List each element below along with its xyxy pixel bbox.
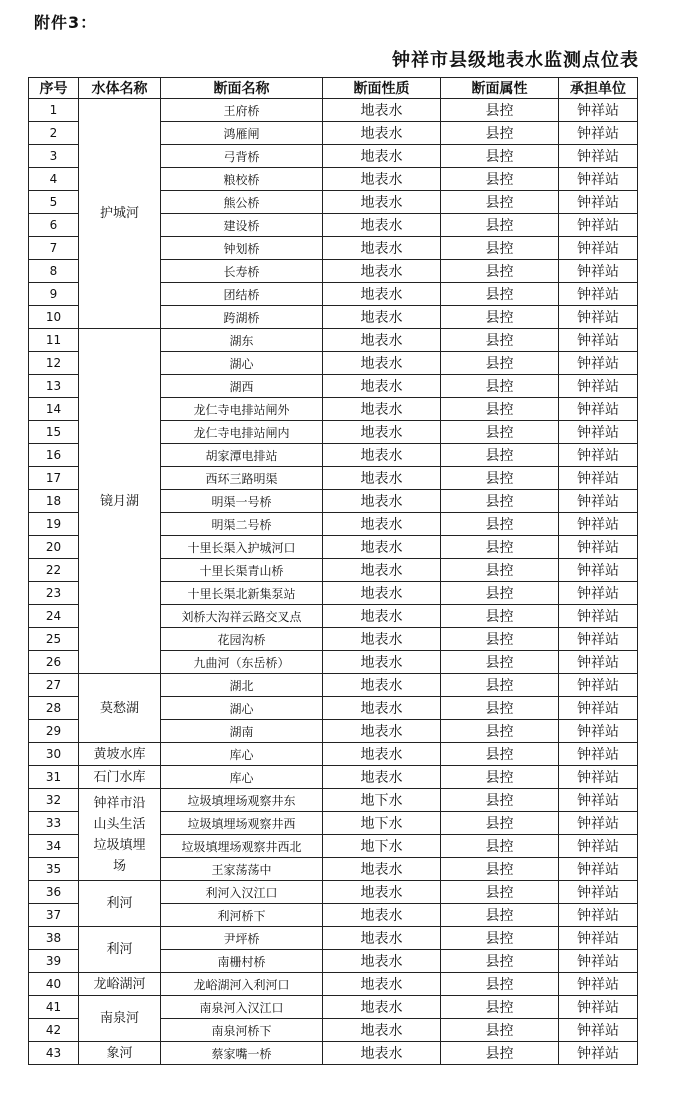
cell-section-attribute: 县控 — [441, 99, 559, 122]
cell-responsible-unit: 钟祥站 — [559, 651, 638, 674]
cell-section-name: 十里长渠入护城河口 — [161, 536, 323, 559]
cell-section-nature: 地表水 — [323, 927, 441, 950]
cell-index: 20 — [29, 536, 79, 559]
cell-index: 29 — [29, 720, 79, 743]
cell-section-attribute: 县控 — [441, 697, 559, 720]
cell-section-attribute: 县控 — [441, 490, 559, 513]
cell-section-nature: 地表水 — [323, 605, 441, 628]
cell-section-attribute: 县控 — [441, 605, 559, 628]
cell-section-name: 垃圾填埋场观察井东 — [161, 789, 323, 812]
cell-section-name: 南栅村桥 — [161, 950, 323, 973]
table-row — [29, 789, 638, 812]
header-section-attribute: 断面属性 — [441, 78, 559, 99]
cell-responsible-unit: 钟祥站 — [559, 743, 638, 766]
cell-responsible-unit: 钟祥站 — [559, 605, 638, 628]
cell-responsible-unit: 钟祥站 — [559, 835, 638, 858]
table-row — [29, 973, 638, 996]
cell-responsible-unit: 钟祥站 — [559, 720, 638, 743]
cell-section-nature: 地表水 — [323, 283, 441, 306]
cell-section-nature: 地下水 — [323, 789, 441, 812]
cell-responsible-unit: 钟祥站 — [559, 973, 638, 996]
cell-section-nature: 地表水 — [323, 122, 441, 145]
cell-index: 32 — [29, 789, 79, 812]
cell-section-name: 花园沟桥 — [161, 628, 323, 651]
cell-water-body: 石门水库 — [79, 766, 161, 789]
cell-responsible-unit: 钟祥站 — [559, 927, 638, 950]
cell-section-name: 库心 — [161, 743, 323, 766]
cell-section-name: 龙仁寺电排站闸外 — [161, 398, 323, 421]
cell-section-nature: 地表水 — [323, 490, 441, 513]
table-row — [29, 674, 638, 697]
cell-section-name: 垃圾填埋场观察井西北 — [161, 835, 323, 858]
cell-section-nature: 地表水 — [323, 191, 441, 214]
cell-section-attribute: 县控 — [441, 881, 559, 904]
cell-section-attribute: 县控 — [441, 467, 559, 490]
cell-section-nature: 地表水 — [323, 674, 441, 697]
cell-section-nature: 地表水 — [323, 1019, 441, 1042]
cell-section-name: 湖南 — [161, 720, 323, 743]
cell-section-nature: 地下水 — [323, 812, 441, 835]
cell-responsible-unit: 钟祥站 — [559, 352, 638, 375]
cell-section-attribute: 县控 — [441, 214, 559, 237]
page-title: 钟祥市县级地表水监测点位表 — [392, 50, 639, 71]
cell-section-name: 明渠一号桥 — [161, 490, 323, 513]
cell-responsible-unit: 钟祥站 — [559, 283, 638, 306]
cell-index: 18 — [29, 490, 79, 513]
cell-responsible-unit: 钟祥站 — [559, 628, 638, 651]
cell-section-nature: 地表水 — [323, 697, 441, 720]
cell-section-attribute: 县控 — [441, 950, 559, 973]
cell-section-nature: 地表水 — [323, 467, 441, 490]
cell-index: 14 — [29, 398, 79, 421]
cell-section-nature: 地表水 — [323, 766, 441, 789]
cell-index: 10 — [29, 306, 79, 329]
cell-section-nature: 地表水 — [323, 168, 441, 191]
cell-section-nature: 地表水 — [323, 99, 441, 122]
cell-responsible-unit: 钟祥站 — [559, 490, 638, 513]
header-section-name: 断面名称 — [161, 78, 323, 99]
cell-section-nature: 地表水 — [323, 881, 441, 904]
cell-section-nature: 地表水 — [323, 444, 441, 467]
cell-section-name: 长寿桥 — [161, 260, 323, 283]
cell-responsible-unit: 钟祥站 — [559, 168, 638, 191]
attachment-label: 附件3： — [34, 13, 98, 32]
monitoring-points-table — [28, 77, 638, 1065]
cell-index: 31 — [29, 766, 79, 789]
cell-index: 22 — [29, 559, 79, 582]
cell-responsible-unit: 钟祥站 — [559, 697, 638, 720]
cell-section-nature: 地表水 — [323, 973, 441, 996]
cell-index: 43 — [29, 1042, 79, 1065]
cell-section-attribute: 县控 — [441, 720, 559, 743]
table-row — [29, 743, 638, 766]
cell-section-attribute: 县控 — [441, 513, 559, 536]
cell-index: 37 — [29, 904, 79, 927]
cell-section-name: 胡家潭电排站 — [161, 444, 323, 467]
cell-water-body: 利河 — [79, 927, 161, 973]
cell-section-nature: 地表水 — [323, 329, 441, 352]
cell-section-name: 利河桥下 — [161, 904, 323, 927]
cell-responsible-unit: 钟祥站 — [559, 214, 638, 237]
cell-index: 7 — [29, 237, 79, 260]
cell-section-nature: 地表水 — [323, 237, 441, 260]
cell-section-name: 王府桥 — [161, 99, 323, 122]
cell-section-nature: 地表水 — [323, 628, 441, 651]
cell-section-name: 建设桥 — [161, 214, 323, 237]
cell-index: 33 — [29, 812, 79, 835]
cell-section-name: 湖北 — [161, 674, 323, 697]
cell-section-name: 十里长渠青山桥 — [161, 559, 323, 582]
cell-responsible-unit: 钟祥站 — [559, 191, 638, 214]
cell-responsible-unit: 钟祥站 — [559, 260, 638, 283]
cell-water-body: 钟祥市沿山头生活垃圾填埋场 — [79, 789, 161, 881]
cell-section-attribute: 县控 — [441, 766, 559, 789]
cell-section-nature: 地表水 — [323, 720, 441, 743]
cell-index: 36 — [29, 881, 79, 904]
cell-section-attribute: 县控 — [441, 1019, 559, 1042]
cell-section-name: 九曲河（东岳桥） — [161, 651, 323, 674]
cell-section-name: 南泉河入汉江口 — [161, 996, 323, 1019]
cell-index: 16 — [29, 444, 79, 467]
cell-index: 4 — [29, 168, 79, 191]
cell-section-name: 库心 — [161, 766, 323, 789]
cell-section-nature: 地表水 — [323, 904, 441, 927]
cell-section-name: 湖心 — [161, 697, 323, 720]
cell-section-name: 湖西 — [161, 375, 323, 398]
cell-section-name: 弓背桥 — [161, 145, 323, 168]
cell-section-attribute: 县控 — [441, 352, 559, 375]
cell-section-nature: 地表水 — [323, 421, 441, 444]
cell-responsible-unit: 钟祥站 — [559, 789, 638, 812]
cell-responsible-unit: 钟祥站 — [559, 444, 638, 467]
cell-index: 42 — [29, 1019, 79, 1042]
cell-water-body: 护城河 — [79, 99, 161, 329]
cell-responsible-unit: 钟祥站 — [559, 674, 638, 697]
cell-responsible-unit: 钟祥站 — [559, 99, 638, 122]
cell-section-nature: 地表水 — [323, 214, 441, 237]
cell-section-nature: 地表水 — [323, 260, 441, 283]
cell-section-nature: 地表水 — [323, 145, 441, 168]
cell-responsible-unit: 钟祥站 — [559, 904, 638, 927]
cell-section-nature: 地表水 — [323, 398, 441, 421]
cell-section-name: 龙峪湖河入利河口 — [161, 973, 323, 996]
cell-responsible-unit: 钟祥站 — [559, 375, 638, 398]
cell-section-nature: 地表水 — [323, 559, 441, 582]
cell-responsible-unit: 钟祥站 — [559, 398, 638, 421]
cell-index: 41 — [29, 996, 79, 1019]
cell-index: 34 — [29, 835, 79, 858]
cell-section-attribute: 县控 — [441, 398, 559, 421]
cell-section-attribute: 县控 — [441, 444, 559, 467]
cell-section-attribute: 县控 — [441, 582, 559, 605]
cell-responsible-unit: 钟祥站 — [559, 1042, 638, 1065]
cell-section-nature: 地表水 — [323, 950, 441, 973]
cell-section-name: 团结桥 — [161, 283, 323, 306]
cell-water-body: 镜月湖 — [79, 329, 161, 674]
cell-index: 2 — [29, 122, 79, 145]
cell-index: 12 — [29, 352, 79, 375]
cell-index: 39 — [29, 950, 79, 973]
cell-responsible-unit: 钟祥站 — [559, 329, 638, 352]
cell-index: 27 — [29, 674, 79, 697]
cell-section-attribute: 县控 — [441, 283, 559, 306]
cell-section-nature: 地表水 — [323, 352, 441, 375]
cell-index: 28 — [29, 697, 79, 720]
cell-section-name: 熊公桥 — [161, 191, 323, 214]
cell-responsible-unit: 钟祥站 — [559, 559, 638, 582]
cell-section-name: 刘桥大沟祥云路交叉点 — [161, 605, 323, 628]
cell-section-name: 垃圾填埋场观察井西 — [161, 812, 323, 835]
cell-section-nature: 地表水 — [323, 582, 441, 605]
cell-responsible-unit: 钟祥站 — [559, 996, 638, 1019]
cell-index: 11 — [29, 329, 79, 352]
cell-water-body: 象河 — [79, 1042, 161, 1065]
cell-index: 6 — [29, 214, 79, 237]
cell-section-attribute: 县控 — [441, 191, 559, 214]
header-water-body: 水体名称 — [79, 78, 161, 99]
table-row — [29, 329, 638, 352]
cell-section-nature: 地表水 — [323, 536, 441, 559]
cell-responsible-unit: 钟祥站 — [559, 513, 638, 536]
cell-section-attribute: 县控 — [441, 145, 559, 168]
cell-index: 38 — [29, 927, 79, 950]
cell-responsible-unit: 钟祥站 — [559, 812, 638, 835]
cell-index: 35 — [29, 858, 79, 881]
cell-section-name: 鸿雁闸 — [161, 122, 323, 145]
cell-section-attribute: 县控 — [441, 628, 559, 651]
cell-index: 8 — [29, 260, 79, 283]
cell-section-nature: 地表水 — [323, 306, 441, 329]
table-row — [29, 996, 638, 1019]
cell-section-attribute: 县控 — [441, 260, 559, 283]
cell-section-name: 利河入汉江口 — [161, 881, 323, 904]
cell-index: 5 — [29, 191, 79, 214]
table-row — [29, 99, 638, 122]
cell-section-attribute: 县控 — [441, 122, 559, 145]
cell-index: 17 — [29, 467, 79, 490]
cell-section-name: 明渠二号桥 — [161, 513, 323, 536]
cell-responsible-unit: 钟祥站 — [559, 122, 638, 145]
cell-section-attribute: 县控 — [441, 1042, 559, 1065]
cell-section-attribute: 县控 — [441, 812, 559, 835]
cell-section-name: 湖心 — [161, 352, 323, 375]
cell-section-nature: 地表水 — [323, 858, 441, 881]
cell-water-body: 南泉河 — [79, 996, 161, 1042]
cell-section-nature: 地表水 — [323, 743, 441, 766]
cell-section-attribute: 县控 — [441, 674, 559, 697]
cell-section-attribute: 县控 — [441, 651, 559, 674]
cell-section-nature: 地表水 — [323, 651, 441, 674]
cell-section-name: 西环三路明渠 — [161, 467, 323, 490]
cell-section-name: 蔡家嘴一桥 — [161, 1042, 323, 1065]
table-row — [29, 881, 638, 904]
cell-index: 19 — [29, 513, 79, 536]
cell-responsible-unit: 钟祥站 — [559, 881, 638, 904]
cell-section-name: 王家荡荡中 — [161, 858, 323, 881]
cell-responsible-unit: 钟祥站 — [559, 858, 638, 881]
cell-section-attribute: 县控 — [441, 996, 559, 1019]
cell-section-attribute: 县控 — [441, 168, 559, 191]
cell-section-name: 南泉河桥下 — [161, 1019, 323, 1042]
cell-responsible-unit: 钟祥站 — [559, 766, 638, 789]
cell-water-body: 黄坡水库 — [79, 743, 161, 766]
table-row — [29, 766, 638, 789]
cell-water-body: 利河 — [79, 881, 161, 927]
cell-section-nature: 地表水 — [323, 1042, 441, 1065]
cell-responsible-unit: 钟祥站 — [559, 467, 638, 490]
cell-section-name: 十里长渠北新集泵站 — [161, 582, 323, 605]
cell-section-attribute: 县控 — [441, 835, 559, 858]
cell-section-name: 钟划桥 — [161, 237, 323, 260]
cell-section-attribute: 县控 — [441, 904, 559, 927]
header-index: 序号 — [29, 78, 79, 99]
cell-responsible-unit: 钟祥站 — [559, 582, 638, 605]
cell-water-body: 龙峪湖河 — [79, 973, 161, 996]
cell-section-nature: 地表水 — [323, 375, 441, 398]
cell-section-attribute: 县控 — [441, 375, 559, 398]
header-responsible-unit: 承担单位 — [559, 78, 638, 99]
cell-section-attribute: 县控 — [441, 559, 559, 582]
cell-section-attribute: 县控 — [441, 237, 559, 260]
cell-index: 26 — [29, 651, 79, 674]
cell-section-attribute: 县控 — [441, 306, 559, 329]
cell-responsible-unit: 钟祥站 — [559, 421, 638, 444]
cell-index: 1 — [29, 99, 79, 122]
cell-section-attribute: 县控 — [441, 421, 559, 444]
cell-index: 25 — [29, 628, 79, 651]
cell-responsible-unit: 钟祥站 — [559, 536, 638, 559]
header-section-nature: 断面性质 — [323, 78, 441, 99]
cell-section-nature: 地下水 — [323, 835, 441, 858]
cell-index: 23 — [29, 582, 79, 605]
cell-index: 15 — [29, 421, 79, 444]
cell-index: 30 — [29, 743, 79, 766]
cell-section-name: 湖东 — [161, 329, 323, 352]
cell-section-name: 跨湖桥 — [161, 306, 323, 329]
cell-responsible-unit: 钟祥站 — [559, 1019, 638, 1042]
cell-section-attribute: 县控 — [441, 743, 559, 766]
cell-water-body: 莫愁湖 — [79, 674, 161, 743]
cell-section-name: 龙仁寺电排站闸内 — [161, 421, 323, 444]
cell-section-attribute: 县控 — [441, 927, 559, 950]
cell-responsible-unit: 钟祥站 — [559, 237, 638, 260]
cell-index: 24 — [29, 605, 79, 628]
cell-section-name: 粮校桥 — [161, 168, 323, 191]
cell-responsible-unit: 钟祥站 — [559, 950, 638, 973]
cell-section-attribute: 县控 — [441, 789, 559, 812]
cell-section-attribute: 县控 — [441, 329, 559, 352]
cell-section-attribute: 县控 — [441, 973, 559, 996]
cell-index: 40 — [29, 973, 79, 996]
cell-section-attribute: 县控 — [441, 536, 559, 559]
table-header-row — [29, 78, 638, 99]
cell-responsible-unit: 钟祥站 — [559, 145, 638, 168]
table-row — [29, 1042, 638, 1065]
cell-section-attribute: 县控 — [441, 858, 559, 881]
cell-section-nature: 地表水 — [323, 996, 441, 1019]
cell-index: 3 — [29, 145, 79, 168]
cell-index: 9 — [29, 283, 79, 306]
table-body — [29, 99, 638, 1065]
cell-section-name: 尹坪桥 — [161, 927, 323, 950]
cell-index: 13 — [29, 375, 79, 398]
cell-section-nature: 地表水 — [323, 513, 441, 536]
cell-responsible-unit: 钟祥站 — [559, 306, 638, 329]
table-row — [29, 927, 638, 950]
